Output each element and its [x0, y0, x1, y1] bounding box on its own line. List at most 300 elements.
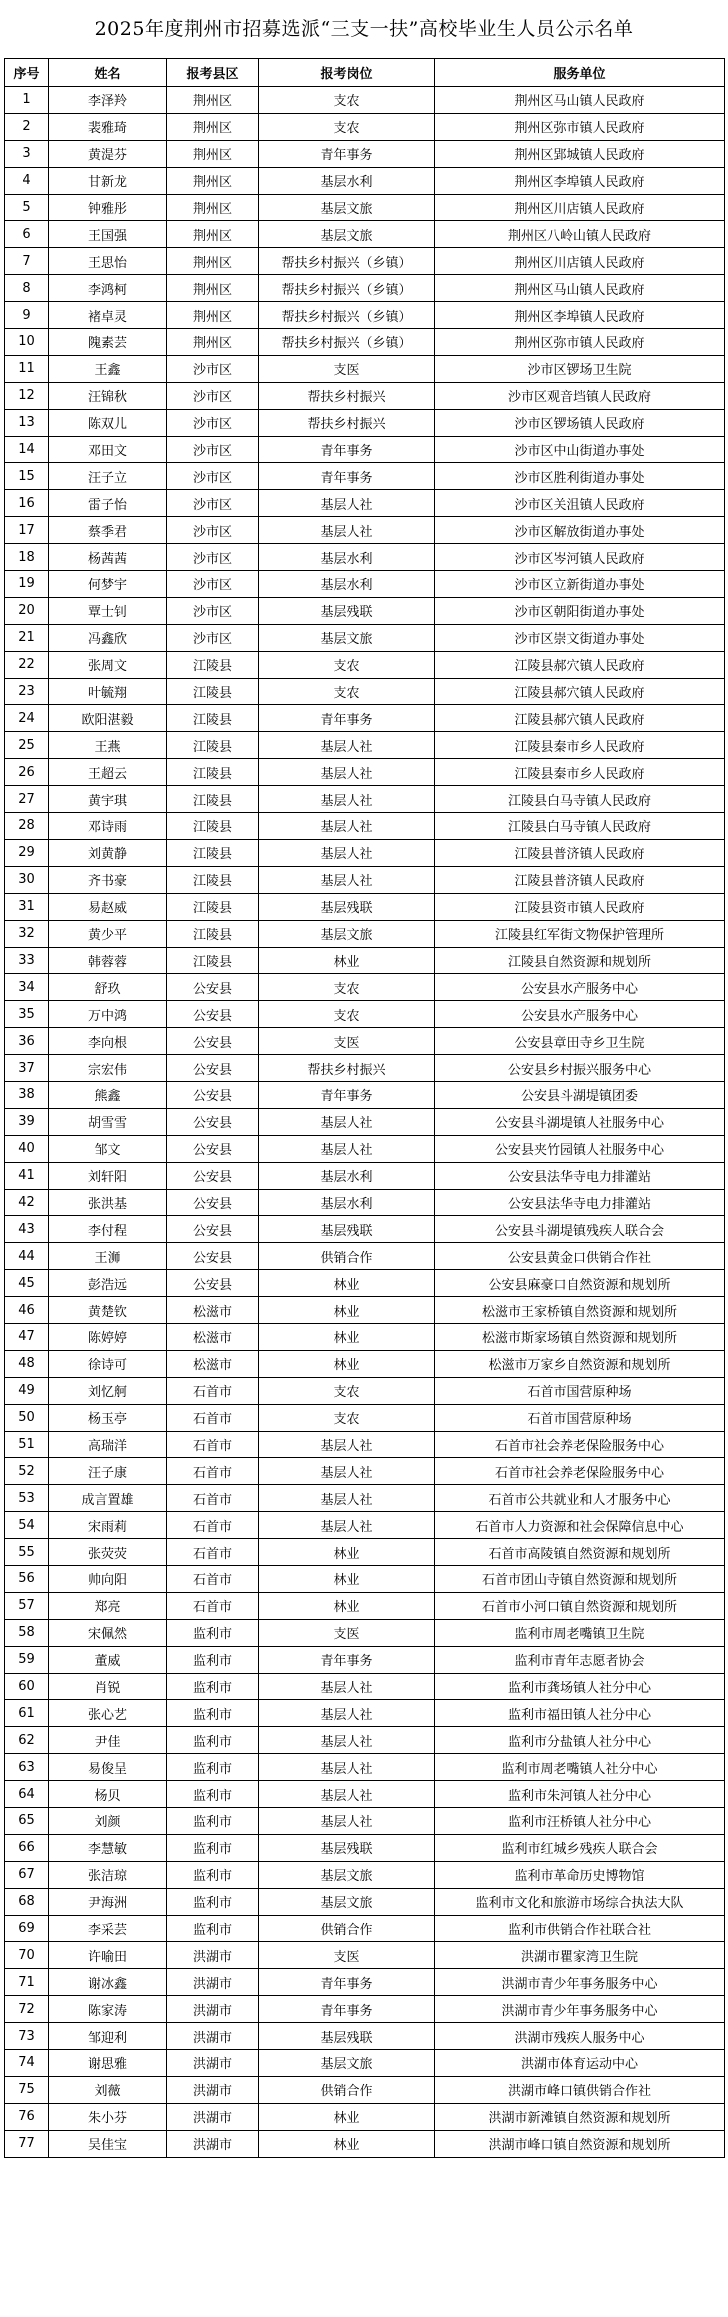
cell-index: 30	[5, 866, 49, 893]
cell-index: 56	[5, 1565, 49, 1592]
cell-position: 基层人社	[259, 732, 435, 759]
cell-name: 黄宇琪	[49, 786, 167, 813]
cell-county: 松滋市	[167, 1323, 259, 1350]
cell-county: 荆州区	[167, 87, 259, 114]
cell-county: 荆州区	[167, 329, 259, 356]
cell-index: 3	[5, 140, 49, 167]
cell-county: 监利市	[167, 1646, 259, 1673]
cell-index: 44	[5, 1243, 49, 1270]
cell-name: 邹文	[49, 1135, 167, 1162]
cell-position: 基层残联	[259, 2023, 435, 2050]
table-row	[5, 1431, 725, 1458]
cell-position: 基层人社	[259, 1781, 435, 1808]
cell-county: 江陵县	[167, 893, 259, 920]
cell-name: 谢思雅	[49, 2050, 167, 2077]
cell-position: 帮扶乡村振兴	[259, 409, 435, 436]
header-unit: 服务单位	[435, 59, 725, 87]
cell-index: 58	[5, 1619, 49, 1646]
cell-name: 谢冰鑫	[49, 1969, 167, 1996]
cell-position: 支农	[259, 1001, 435, 1028]
header-index: 序号	[5, 59, 49, 87]
cell-position: 林业	[259, 1539, 435, 1566]
cell-county: 洪湖市	[167, 2023, 259, 2050]
cell-name: 杨玉亭	[49, 1404, 167, 1431]
cell-index: 47	[5, 1323, 49, 1350]
cell-unit: 监利市汪桥镇人社分中心	[435, 1808, 725, 1835]
cell-index: 70	[5, 1942, 49, 1969]
cell-unit: 松滋市万家乡自然资源和规划所	[435, 1350, 725, 1377]
cell-unit: 监利市供销合作社联合社	[435, 1915, 725, 1942]
header-position: 报考岗位	[259, 59, 435, 87]
cell-index: 61	[5, 1700, 49, 1727]
cell-unit: 沙市区中山街道办事处	[435, 436, 725, 463]
cell-position: 林业	[259, 1350, 435, 1377]
cell-position: 基层人社	[259, 1512, 435, 1539]
cell-county: 公安县	[167, 1081, 259, 1108]
cell-unit: 江陵县自然资源和规划所	[435, 947, 725, 974]
cell-county: 公安县	[167, 1162, 259, 1189]
table-row	[5, 1485, 725, 1512]
cell-index: 38	[5, 1081, 49, 1108]
table-row	[5, 1028, 725, 1055]
table-row	[5, 1861, 725, 1888]
cell-index: 31	[5, 893, 49, 920]
cell-name: 汪子康	[49, 1458, 167, 1485]
cell-index: 50	[5, 1404, 49, 1431]
cell-county: 沙市区	[167, 624, 259, 651]
cell-name: 张洪基	[49, 1189, 167, 1216]
cell-county: 公安县	[167, 1028, 259, 1055]
cell-unit: 公安县夹竹园镇人社服务中心	[435, 1135, 725, 1162]
table-row	[5, 1592, 725, 1619]
cell-position: 林业	[259, 947, 435, 974]
cell-index: 6	[5, 221, 49, 248]
cell-county: 石首市	[167, 1512, 259, 1539]
cell-county: 石首市	[167, 1592, 259, 1619]
cell-index: 69	[5, 1915, 49, 1942]
table-row	[5, 866, 725, 893]
cell-index: 25	[5, 732, 49, 759]
cell-index: 67	[5, 1861, 49, 1888]
table-row	[5, 732, 725, 759]
cell-name: 宗宏伟	[49, 1055, 167, 1082]
table-row	[5, 1512, 725, 1539]
cell-position: 基层人社	[259, 839, 435, 866]
cell-county: 公安县	[167, 1216, 259, 1243]
cell-unit: 监利市文化和旅游市场综合执法大队	[435, 1888, 725, 1915]
cell-name: 冯鑫欣	[49, 624, 167, 651]
cell-name: 杨茜茜	[49, 544, 167, 571]
cell-position: 支农	[259, 1377, 435, 1404]
cell-county: 沙市区	[167, 355, 259, 382]
cell-index: 21	[5, 624, 49, 651]
cell-position: 帮扶乡村振兴（乡镇）	[259, 302, 435, 329]
cell-position: 支医	[259, 1942, 435, 1969]
cell-county: 石首市	[167, 1404, 259, 1431]
cell-unit: 江陵县白马寺镇人民政府	[435, 813, 725, 840]
cell-index: 29	[5, 839, 49, 866]
cell-index: 39	[5, 1108, 49, 1135]
table-row	[5, 329, 725, 356]
table-row	[5, 355, 725, 382]
cell-index: 54	[5, 1512, 49, 1539]
table-row	[5, 571, 725, 598]
cell-position: 支农	[259, 974, 435, 1001]
cell-index: 5	[5, 194, 49, 221]
cell-county: 洪湖市	[167, 1969, 259, 1996]
cell-position: 帮扶乡村振兴	[259, 1055, 435, 1082]
cell-county: 洪湖市	[167, 2050, 259, 2077]
cell-unit: 监利市分盐镇人社分中心	[435, 1727, 725, 1754]
table-row	[5, 1727, 725, 1754]
cell-county: 江陵县	[167, 813, 259, 840]
header-name: 姓名	[49, 59, 167, 87]
table-row	[5, 1808, 725, 1835]
cell-index: 16	[5, 490, 49, 517]
cell-position: 林业	[259, 1592, 435, 1619]
cell-name: 成言置雄	[49, 1485, 167, 1512]
cell-county: 公安县	[167, 1243, 259, 1270]
cell-position: 青年事务	[259, 1996, 435, 2023]
cell-unit: 公安县法华寺电力排灌站	[435, 1189, 725, 1216]
cell-index: 59	[5, 1646, 49, 1673]
cell-unit: 荆州区弥市镇人民政府	[435, 113, 725, 140]
cell-name: 钟雅彤	[49, 194, 167, 221]
cell-county: 公安县	[167, 1189, 259, 1216]
cell-name: 黄楚钦	[49, 1297, 167, 1324]
cell-county: 洪湖市	[167, 1996, 259, 2023]
cell-name: 黄少平	[49, 920, 167, 947]
roster-table	[4, 58, 725, 2158]
cell-name: 陈双儿	[49, 409, 167, 436]
cell-name: 李泽羚	[49, 87, 167, 114]
table-row	[5, 544, 725, 571]
cell-index: 41	[5, 1162, 49, 1189]
cell-county: 石首市	[167, 1539, 259, 1566]
cell-unit: 石首市社会养老保险服务中心	[435, 1431, 725, 1458]
table-row	[5, 651, 725, 678]
table-row	[5, 947, 725, 974]
cell-county: 荆州区	[167, 302, 259, 329]
cell-name: 汪子立	[49, 463, 167, 490]
cell-county: 江陵县	[167, 786, 259, 813]
cell-index: 17	[5, 517, 49, 544]
cell-name: 杨贝	[49, 1781, 167, 1808]
cell-name: 舒玖	[49, 974, 167, 1001]
cell-unit: 公安县水产服务中心	[435, 974, 725, 1001]
cell-index: 27	[5, 786, 49, 813]
cell-index: 12	[5, 382, 49, 409]
cell-name: 王鑫	[49, 355, 167, 382]
cell-index: 4	[5, 167, 49, 194]
cell-unit: 荆州区马山镇人民政府	[435, 87, 725, 114]
cell-position: 青年事务	[259, 436, 435, 463]
table-row	[5, 2023, 725, 2050]
cell-index: 18	[5, 544, 49, 571]
cell-position: 支农	[259, 113, 435, 140]
cell-unit: 洪湖市体育运动中心	[435, 2050, 725, 2077]
cell-county: 荆州区	[167, 275, 259, 302]
cell-index: 40	[5, 1135, 49, 1162]
cell-county: 监利市	[167, 1781, 259, 1808]
cell-name: 胡雪雪	[49, 1108, 167, 1135]
table-row	[5, 1162, 725, 1189]
cell-name: 陈婷婷	[49, 1323, 167, 1350]
cell-position: 基层人社	[259, 1485, 435, 1512]
cell-name: 帅向阳	[49, 1565, 167, 1592]
cell-index: 11	[5, 355, 49, 382]
cell-name: 张周文	[49, 651, 167, 678]
cell-name: 张荧荧	[49, 1539, 167, 1566]
cell-position: 基层人社	[259, 786, 435, 813]
cell-position: 供销合作	[259, 1243, 435, 1270]
table-row	[5, 1646, 725, 1673]
cell-position: 支农	[259, 1404, 435, 1431]
cell-name: 易俊呈	[49, 1754, 167, 1781]
cell-name: 齐书豪	[49, 866, 167, 893]
table-row	[5, 87, 725, 114]
cell-index: 35	[5, 1001, 49, 1028]
cell-index: 1	[5, 87, 49, 114]
table-row	[5, 974, 725, 1001]
table-row	[5, 194, 725, 221]
table-row	[5, 2130, 725, 2157]
cell-unit: 荆州区郢城镇人民政府	[435, 140, 725, 167]
table-row	[5, 1458, 725, 1485]
cell-county: 洪湖市	[167, 2103, 259, 2130]
cell-unit: 洪湖市新滩镇自然资源和规划所	[435, 2103, 725, 2130]
cell-county: 江陵县	[167, 732, 259, 759]
cell-unit: 沙市区锣场卫生院	[435, 355, 725, 382]
cell-index: 51	[5, 1431, 49, 1458]
cell-position: 帮扶乡村振兴（乡镇）	[259, 329, 435, 356]
table-row	[5, 1539, 725, 1566]
cell-index: 48	[5, 1350, 49, 1377]
cell-name: 万中鸿	[49, 1001, 167, 1028]
cell-index: 9	[5, 302, 49, 329]
cell-position: 基层人社	[259, 1727, 435, 1754]
cell-position: 基层人社	[259, 490, 435, 517]
table-row	[5, 2050, 725, 2077]
cell-position: 支医	[259, 1028, 435, 1055]
cell-unit: 沙市区锣场镇人民政府	[435, 409, 725, 436]
cell-name: 刘薇	[49, 2076, 167, 2103]
cell-county: 沙市区	[167, 382, 259, 409]
cell-county: 沙市区	[167, 597, 259, 624]
cell-unit: 沙市区胜利街道办事处	[435, 463, 725, 490]
cell-unit: 公安县斗湖堤镇人社服务中心	[435, 1108, 725, 1135]
cell-name: 高瑞洋	[49, 1431, 167, 1458]
cell-index: 7	[5, 248, 49, 275]
cell-unit: 江陵县郝穴镇人民政府	[435, 651, 725, 678]
cell-unit: 监利市龚场镇人社分中心	[435, 1673, 725, 1700]
cell-index: 13	[5, 409, 49, 436]
cell-position: 基层人社	[259, 813, 435, 840]
table-row	[5, 893, 725, 920]
cell-unit: 沙市区朝阳街道办事处	[435, 597, 725, 624]
cell-index: 62	[5, 1727, 49, 1754]
cell-county: 公安县	[167, 1270, 259, 1297]
cell-index: 57	[5, 1592, 49, 1619]
cell-county: 江陵县	[167, 866, 259, 893]
cell-unit: 洪湖市峰口镇自然资源和规划所	[435, 2130, 725, 2157]
table-row	[5, 1565, 725, 1592]
cell-county: 洪湖市	[167, 2076, 259, 2103]
cell-county: 沙市区	[167, 517, 259, 544]
cell-index: 8	[5, 275, 49, 302]
cell-unit: 石首市小河口镇自然资源和规划所	[435, 1592, 725, 1619]
cell-name: 张洁琼	[49, 1861, 167, 1888]
table-row	[5, 920, 725, 947]
cell-position: 基层人社	[259, 1108, 435, 1135]
cell-position: 青年事务	[259, 1969, 435, 1996]
cell-name: 邓田文	[49, 436, 167, 463]
cell-position: 支农	[259, 651, 435, 678]
table-row	[5, 221, 725, 248]
cell-name: 叶毓翔	[49, 678, 167, 705]
cell-name: 宋佩然	[49, 1619, 167, 1646]
cell-county: 石首市	[167, 1565, 259, 1592]
table-row	[5, 463, 725, 490]
cell-unit: 沙市区立新街道办事处	[435, 571, 725, 598]
cell-position: 基层文旅	[259, 194, 435, 221]
table-row	[5, 1108, 725, 1135]
cell-name: 隗素芸	[49, 329, 167, 356]
table-header-row	[5, 59, 725, 87]
cell-unit: 洪湖市残疾人服务中心	[435, 2023, 725, 2050]
cell-index: 26	[5, 759, 49, 786]
cell-unit: 石首市社会养老保险服务中心	[435, 1458, 725, 1485]
cell-index: 46	[5, 1297, 49, 1324]
cell-unit: 沙市区关沮镇人民政府	[435, 490, 725, 517]
table-row	[5, 839, 725, 866]
table-row	[5, 678, 725, 705]
cell-position: 基层水利	[259, 544, 435, 571]
cell-index: 77	[5, 2130, 49, 2157]
table-row	[5, 1270, 725, 1297]
cell-county: 沙市区	[167, 409, 259, 436]
cell-index: 24	[5, 705, 49, 732]
cell-unit: 沙市区岑河镇人民政府	[435, 544, 725, 571]
cell-position: 青年事务	[259, 705, 435, 732]
cell-unit: 石首市高陵镇自然资源和规划所	[435, 1539, 725, 1566]
cell-unit: 公安县黄金口供销合作社	[435, 1243, 725, 1270]
cell-position: 基层人社	[259, 517, 435, 544]
cell-unit: 公安县乡村振兴服务中心	[435, 1055, 725, 1082]
cell-unit: 公安县斗湖堤镇残疾人联合会	[435, 1216, 725, 1243]
cell-index: 28	[5, 813, 49, 840]
cell-position: 基层文旅	[259, 221, 435, 248]
cell-county: 荆州区	[167, 194, 259, 221]
cell-county: 沙市区	[167, 571, 259, 598]
cell-position: 林业	[259, 1297, 435, 1324]
cell-unit: 荆州区八岭山镇人民政府	[435, 221, 725, 248]
cell-county: 江陵县	[167, 651, 259, 678]
cell-unit: 监利市红城乡残疾人联合会	[435, 1834, 725, 1861]
table-row	[5, 1619, 725, 1646]
cell-position: 基层人社	[259, 1673, 435, 1700]
cell-index: 49	[5, 1377, 49, 1404]
cell-county: 监利市	[167, 1754, 259, 1781]
cell-name: 李向根	[49, 1028, 167, 1055]
cell-position: 基层文旅	[259, 920, 435, 947]
cell-name: 刘忆舸	[49, 1377, 167, 1404]
cell-county: 荆州区	[167, 140, 259, 167]
table-row	[5, 1001, 725, 1028]
table-row	[5, 624, 725, 651]
cell-unit: 监利市朱河镇人社分中心	[435, 1781, 725, 1808]
cell-name: 易赵威	[49, 893, 167, 920]
cell-unit: 公安县水产服务中心	[435, 1001, 725, 1028]
table-row	[5, 1297, 725, 1324]
cell-name: 韩蓉蓉	[49, 947, 167, 974]
cell-name: 王燕	[49, 732, 167, 759]
table-row	[5, 813, 725, 840]
cell-position: 基层人社	[259, 759, 435, 786]
cell-index: 14	[5, 436, 49, 463]
cell-index: 42	[5, 1189, 49, 1216]
cell-index: 2	[5, 113, 49, 140]
cell-name: 徐诗可	[49, 1350, 167, 1377]
cell-position: 供销合作	[259, 1915, 435, 1942]
table-row	[5, 167, 725, 194]
table-row	[5, 1754, 725, 1781]
cell-position: 林业	[259, 2103, 435, 2130]
cell-name: 雷子怡	[49, 490, 167, 517]
cell-position: 支医	[259, 355, 435, 382]
cell-county: 监利市	[167, 1619, 259, 1646]
table-row	[5, 759, 725, 786]
cell-index: 68	[5, 1888, 49, 1915]
cell-position: 基层人社	[259, 1431, 435, 1458]
table-row	[5, 275, 725, 302]
cell-name: 彭浩远	[49, 1270, 167, 1297]
cell-county: 公安县	[167, 974, 259, 1001]
table-row	[5, 1377, 725, 1404]
cell-county: 沙市区	[167, 490, 259, 517]
cell-name: 李采芸	[49, 1915, 167, 1942]
cell-name: 李慧敏	[49, 1834, 167, 1861]
cell-unit: 监利市革命历史博物馆	[435, 1861, 725, 1888]
table-row	[5, 1996, 725, 2023]
cell-index: 55	[5, 1539, 49, 1566]
header-county: 报考县区	[167, 59, 259, 87]
cell-county: 公安县	[167, 1001, 259, 1028]
cell-unit: 松滋市斯家场镇自然资源和规划所	[435, 1323, 725, 1350]
cell-unit: 江陵县白马寺镇人民政府	[435, 786, 725, 813]
cell-unit: 公安县斗湖堤镇团委	[435, 1081, 725, 1108]
cell-name: 王浉	[49, 1243, 167, 1270]
cell-index: 65	[5, 1808, 49, 1835]
cell-name: 熊鑫	[49, 1081, 167, 1108]
table-row	[5, 409, 725, 436]
cell-unit: 荆州区马山镇人民政府	[435, 275, 725, 302]
cell-unit: 荆州区李埠镇人民政府	[435, 167, 725, 194]
cell-position: 青年事务	[259, 463, 435, 490]
cell-position: 基层水利	[259, 571, 435, 598]
cell-index: 36	[5, 1028, 49, 1055]
cell-position: 青年事务	[259, 140, 435, 167]
cell-position: 基层人社	[259, 1700, 435, 1727]
cell-position: 基层残联	[259, 1216, 435, 1243]
cell-unit: 沙市区崇文街道办事处	[435, 624, 725, 651]
cell-county: 监利市	[167, 1700, 259, 1727]
table-row	[5, 2103, 725, 2130]
cell-unit: 洪湖市青少年事务服务中心	[435, 1969, 725, 1996]
cell-index: 60	[5, 1673, 49, 1700]
table-row	[5, 1673, 725, 1700]
cell-index: 37	[5, 1055, 49, 1082]
